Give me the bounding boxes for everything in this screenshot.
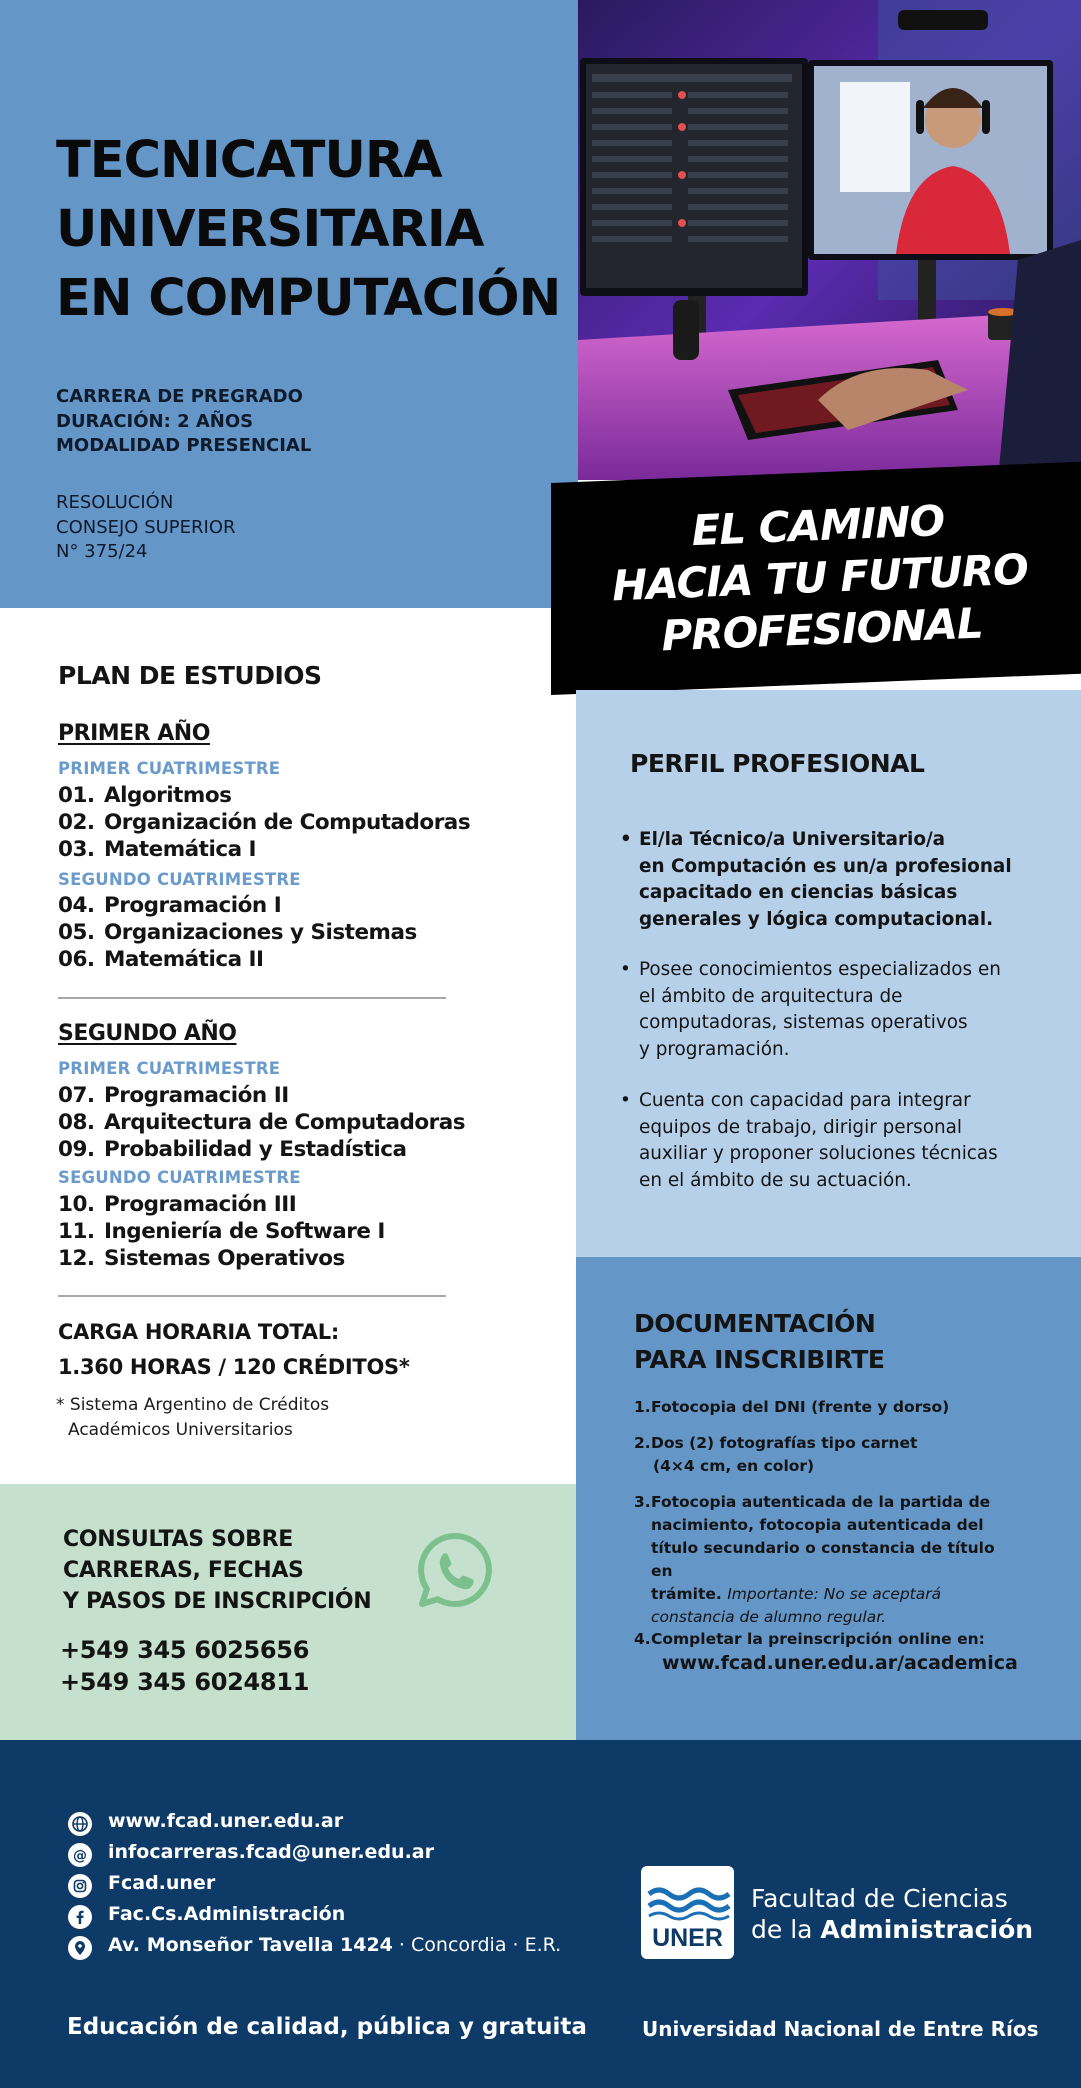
- documentation-item: [634, 1432, 1014, 1478]
- uner-logo: [641, 1866, 734, 1959]
- bullet-line: computadoras, sistemas operativos: [639, 1012, 968, 1033]
- course-name: Probabilidad y Estadística: [104, 1137, 407, 1162]
- year-title-first: PRIMER AÑO: [58, 721, 210, 746]
- course-item: [58, 920, 417, 945]
- documentation-item: [634, 1396, 1014, 1419]
- semester-label: PRIMER CUATRIMESTRE: [58, 759, 281, 778]
- documentation-title: [634, 1306, 1034, 1378]
- course-number: 10.: [58, 1192, 95, 1217]
- item-number: 3.: [634, 1493, 651, 1511]
- bullet-line: Posee conocimientos especializados en: [639, 959, 1001, 980]
- hero-photo: [578, 0, 1081, 480]
- course-name: Programación I: [104, 893, 282, 918]
- footnote-line: * Sistema Argentino de Créditos: [56, 1395, 330, 1415]
- course-item: [58, 1192, 296, 1217]
- item-line: Fotocopia autenticada de la partida de: [651, 1493, 991, 1511]
- location-pin-icon: [68, 1936, 92, 1960]
- career-modality: MODALIDAD PRESENCIAL: [56, 435, 312, 456]
- item-line: Dos (2) fotografías tipo carnet: [651, 1434, 918, 1452]
- bullet-line: Cuenta con capacidad para integrar: [639, 1090, 971, 1111]
- divider: [58, 1295, 446, 1297]
- bullet-dot: •: [620, 959, 631, 980]
- course-number: 08.: [58, 1110, 95, 1135]
- career-meta: [56, 385, 476, 459]
- at-icon: [68, 1843, 92, 1867]
- item-line: (4×4 cm, en color): [653, 1457, 815, 1475]
- item-number: 4.: [634, 1630, 651, 1648]
- faculty-line-bold: Administración: [820, 1915, 1034, 1944]
- bullet-dot: •: [620, 829, 632, 850]
- contact-title-line: CARRERAS, FECHAS: [63, 1558, 304, 1583]
- course-item: [58, 1246, 345, 1271]
- documentation-title-line: PARA INSCRIBIRTE: [634, 1345, 885, 1374]
- bullet-line: en Computación es un/a profesional: [639, 855, 1012, 877]
- course-number: 03.: [58, 837, 95, 862]
- address-city: · Concordia · E.R.: [392, 1934, 562, 1956]
- item-line: trámite.: [651, 1585, 722, 1603]
- course-name: Organización de Computadoras: [104, 810, 471, 835]
- title-line: EN COMPUTACIÓN: [56, 269, 561, 328]
- semester-label: SEGUNDO CUATRIMESTRE: [58, 1168, 301, 1187]
- course-item: [58, 783, 231, 808]
- logo-text: UNER: [652, 1924, 723, 1952]
- item-line: título secundario o constancia de título en: [651, 1539, 995, 1580]
- facebook-icon: [68, 1905, 92, 1929]
- slogan-line: HACIA TU FUTURO: [611, 544, 1029, 611]
- instagram-icon: [68, 1874, 92, 1898]
- plan-title: PLAN DE ESTUDIOS: [58, 661, 322, 690]
- slogan-line: PROFESIONAL: [660, 598, 984, 661]
- title-line: TECNICATURA: [56, 131, 442, 190]
- career-type: CARRERA DE PREGRADO: [56, 386, 303, 407]
- course-name: Ingeniería de Software I: [104, 1219, 385, 1244]
- faculty-line-light: de la: [751, 1915, 821, 1944]
- title-line: UNIVERSITARIA: [56, 200, 484, 259]
- total-hours-value: 1.360 HORAS / 120 CRÉDITOS*: [58, 1355, 410, 1379]
- course-item: [58, 947, 264, 972]
- course-number: 02.: [58, 810, 95, 835]
- course-number: 05.: [58, 920, 95, 945]
- course-name: Programación III: [104, 1192, 297, 1217]
- footer-motto: Educación de calidad, pública y gratuita: [67, 2014, 587, 2040]
- svg-text:@: @: [73, 1848, 87, 1864]
- course-number: 07.: [58, 1083, 95, 1108]
- whatsapp-icon[interactable]: [414, 1530, 496, 1612]
- bullet-line: generales y lógica computacional.: [639, 908, 994, 930]
- course-name: Algoritmos: [104, 783, 232, 808]
- faculty-line: Facultad de Ciencias: [751, 1884, 1008, 1913]
- course-name: Sistemas Operativos: [104, 1246, 345, 1271]
- contact-title-line: Y PASOS DE INSCRIPCIÓN: [63, 1589, 372, 1614]
- divider: [58, 997, 446, 999]
- item-line: nacimiento, fotocopia autenticada del: [651, 1516, 984, 1534]
- address-street: Av. Monseñor Tavella 1424: [108, 1934, 393, 1956]
- bullet-line: en el ámbito de su actuación.: [639, 1169, 912, 1191]
- year-title-second: SEGUNDO AÑO: [58, 1021, 237, 1046]
- item-number: 1.: [634, 1398, 651, 1416]
- bullet-dot: •: [620, 1090, 631, 1111]
- course-number: 12.: [58, 1246, 95, 1271]
- item-line: Fotocopia del DNI (frente y dorso): [651, 1398, 950, 1416]
- course-name: Programación II: [104, 1083, 289, 1108]
- profile-bullet: [620, 827, 1012, 933]
- university-name: Universidad Nacional de Entre Ríos: [642, 2017, 1039, 2041]
- faculty-name: [751, 1883, 1033, 1945]
- total-hours-label: CARGA HORARIA TOTAL:: [58, 1320, 339, 1344]
- documentation-title-line: DOCUMENTACIÓN: [634, 1309, 876, 1338]
- resolution-line: RESOLUCIÓN: [56, 492, 174, 513]
- bullet-line: el ámbito de arquitectura de: [639, 985, 903, 1007]
- phone-number[interactable]: +549 345 6025656: [60, 1636, 310, 1664]
- course-item: [58, 810, 470, 835]
- footnote-line: Académicos Universitarios: [68, 1420, 293, 1440]
- contact-text: infocarreras.fcad@uner.edu.ar: [108, 1841, 434, 1863]
- course-name: Organizaciones y Sistemas: [104, 920, 417, 945]
- course-number: 09.: [58, 1137, 95, 1162]
- contact-title-line: CONSULTAS SOBRE: [63, 1527, 293, 1552]
- semester-label: SEGUNDO CUATRIMESTRE: [58, 870, 301, 889]
- important-note: Importante: No se aceptará: [727, 1585, 942, 1603]
- resolution-line: CONSEJO SUPERIOR: [56, 516, 236, 538]
- slogan-text: [572, 490, 1068, 666]
- bullet-line: capacitado en ciencias básicas: [639, 882, 958, 903]
- profile-bullet: [620, 1088, 1012, 1194]
- course-item: [58, 1083, 289, 1108]
- course-number: 01.: [58, 783, 95, 808]
- phone-number[interactable]: +549 345 6024811: [60, 1668, 310, 1696]
- course-name: Arquitectura de Computadoras: [104, 1110, 466, 1135]
- resolution-number: N° 375/24: [56, 541, 148, 562]
- globe-icon: [68, 1812, 92, 1836]
- page-title: [56, 126, 576, 333]
- course-item: [58, 1219, 385, 1244]
- preinscription-link[interactable]: www.fcad.uner.edu.ar/academica: [662, 1652, 1018, 1674]
- course-number: 04.: [58, 893, 95, 918]
- profile-bullet: [620, 957, 1012, 1063]
- contact-text: Fcad.uner: [108, 1872, 216, 1894]
- course-item: [58, 1137, 407, 1162]
- career-duration: DURACIÓN: 2 AÑOS: [56, 410, 254, 432]
- semester-label: PRIMER CUATRIMESTRE: [58, 1059, 281, 1078]
- profile-title: PERFIL PROFESIONAL: [630, 749, 925, 778]
- course-name: Matemática I: [104, 837, 257, 862]
- course-name: Matemática II: [104, 947, 264, 972]
- bullet-line: y programación.: [639, 1038, 790, 1060]
- course-number: 06.: [58, 947, 95, 972]
- important-note-line: constancia de alumno regular.: [651, 1608, 887, 1626]
- slogan-line: EL CAMINO: [690, 495, 946, 556]
- workstation-illustration: [578, 0, 1081, 480]
- bullet-line: El/la Técnico/a Universitario/a: [639, 829, 946, 850]
- bullet-line: auxiliar y proponer soluciones técnicas: [639, 1143, 998, 1164]
- course-item: [58, 1110, 465, 1135]
- credits-footnote: [56, 1393, 376, 1443]
- item-number: 2.: [634, 1434, 651, 1452]
- documentation-item: [634, 1491, 1014, 1629]
- contact-text: Fac.Cs.Administración: [108, 1903, 346, 1925]
- documentation-item: [634, 1628, 1014, 1651]
- course-item: [58, 837, 256, 862]
- bullet-line: equipos de trabajo, dirigir personal: [639, 1116, 963, 1138]
- contact-title: [63, 1524, 383, 1617]
- course-item: [58, 893, 281, 918]
- course-number: 11.: [58, 1219, 95, 1244]
- item-line: Completar la preinscripción online en:: [651, 1630, 985, 1648]
- contact-text: www.fcad.uner.edu.ar: [108, 1810, 344, 1832]
- resolution: [56, 491, 476, 565]
